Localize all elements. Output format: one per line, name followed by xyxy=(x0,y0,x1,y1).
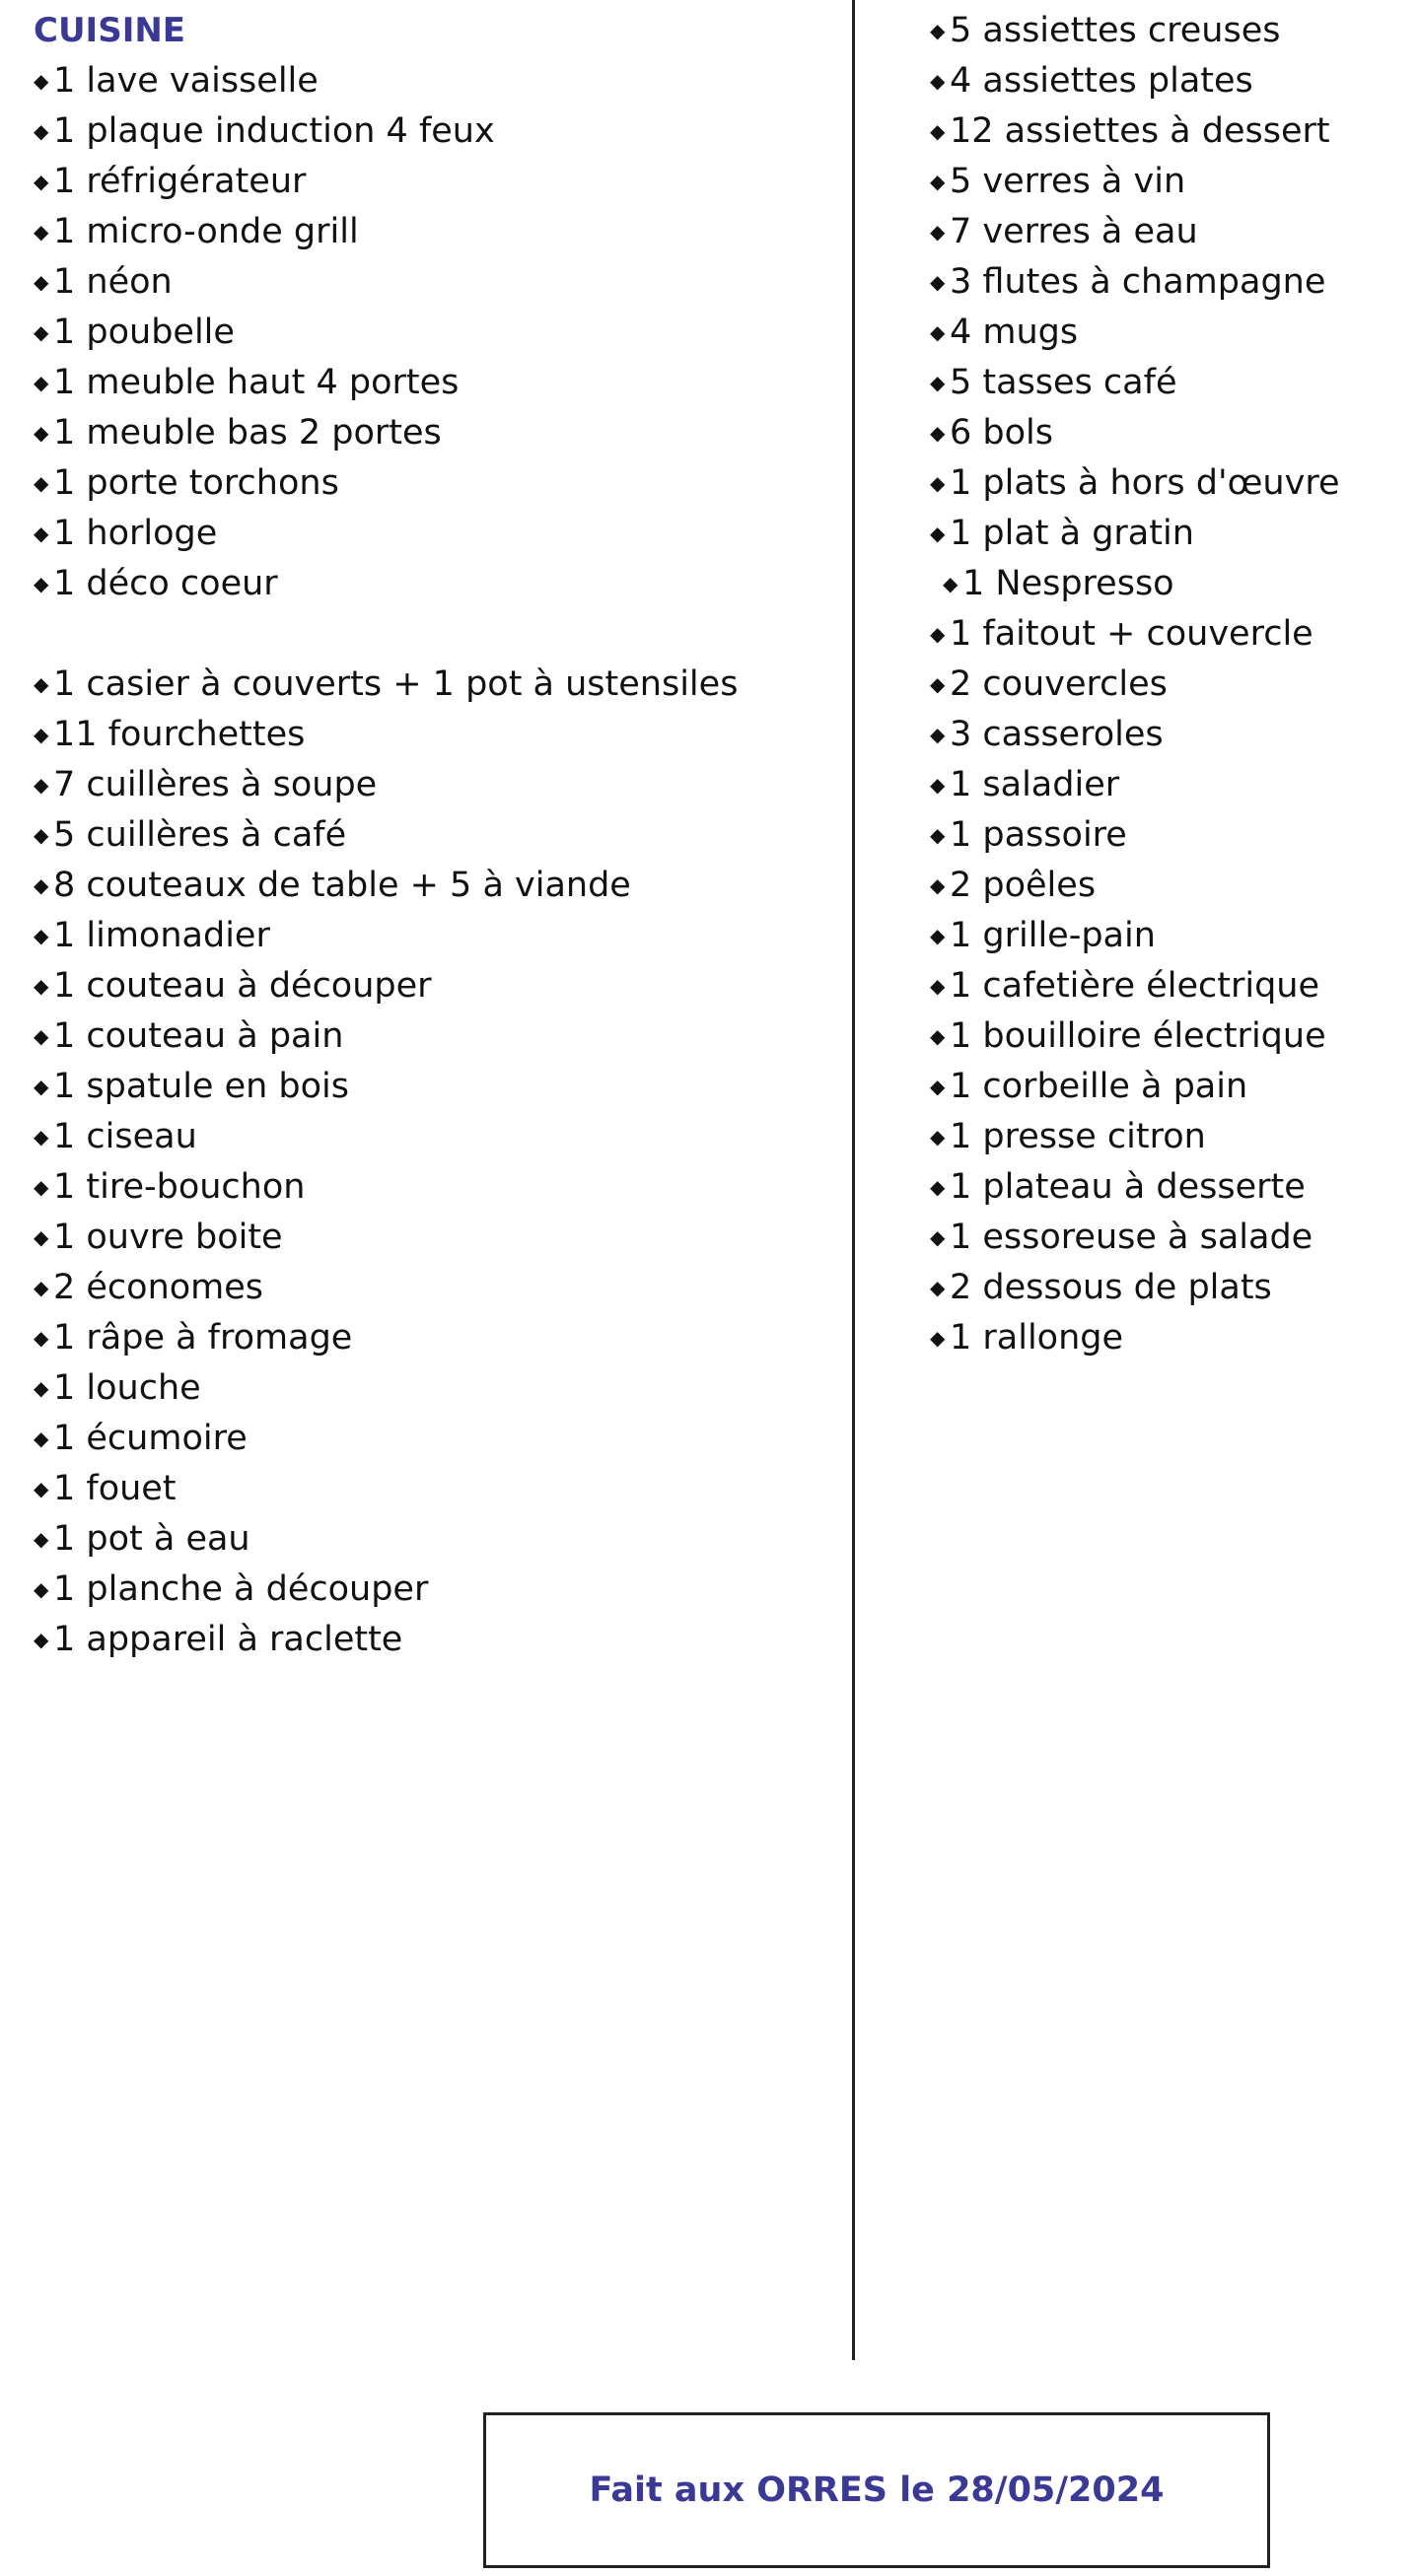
list-item xyxy=(34,1615,738,1665)
item-label: 1 porte torchons xyxy=(53,463,339,503)
list-item xyxy=(34,710,738,760)
item-label: 6 bols xyxy=(950,413,1053,453)
list-item xyxy=(34,810,738,861)
item-label: 7 verres à eau xyxy=(950,212,1198,251)
item-label: 5 verres à vin xyxy=(950,162,1186,201)
list-item xyxy=(34,157,738,207)
bullet-icon: ◆ xyxy=(34,220,49,244)
bullet-icon: ◆ xyxy=(34,1276,49,1299)
bullet-icon: ◆ xyxy=(930,1125,946,1149)
list-item xyxy=(930,861,1339,911)
bullet-icon: ◆ xyxy=(930,1175,946,1199)
list-item xyxy=(930,1162,1339,1213)
bullet-icon: ◆ xyxy=(930,873,946,897)
item-label: 1 corbeille à pain xyxy=(950,1067,1248,1106)
list-item xyxy=(34,911,738,961)
list-item xyxy=(930,911,1339,961)
bullet-icon: ◆ xyxy=(930,522,946,545)
bullet-icon: ◆ xyxy=(34,69,49,93)
item-label: 1 plateau à desserte xyxy=(950,1167,1306,1207)
bullet-icon: ◆ xyxy=(34,1024,49,1048)
list-item xyxy=(930,559,1339,609)
bullet-icon: ◆ xyxy=(34,572,49,595)
list-item xyxy=(34,1011,738,1062)
bullet-icon: ◆ xyxy=(34,270,49,294)
list-item xyxy=(930,56,1339,106)
list-item xyxy=(930,1112,1339,1162)
item-label: 7 cuillères à soupe xyxy=(53,765,378,804)
item-label: 2 économes xyxy=(53,1268,264,1307)
list-item xyxy=(34,509,738,559)
bullet-icon: ◆ xyxy=(34,471,49,495)
list-item xyxy=(34,56,738,106)
bullet-icon: ◆ xyxy=(34,1477,49,1500)
item-label: 1 faitout + couvercle xyxy=(950,614,1314,654)
item-label: 1 plat à gratin xyxy=(950,514,1194,553)
item-label: 3 casseroles xyxy=(950,715,1164,754)
item-label: 1 horloge xyxy=(53,514,218,553)
item-label: 1 râpe à fromage xyxy=(53,1318,353,1358)
bullet-icon: ◆ xyxy=(34,1326,49,1350)
list-item xyxy=(930,1062,1339,1112)
item-label: 1 grille-pain xyxy=(950,916,1156,955)
bullet-icon: ◆ xyxy=(930,69,946,93)
bullet-icon: ◆ xyxy=(34,1225,49,1249)
item-label: 1 presse citron xyxy=(950,1117,1206,1156)
list-item xyxy=(34,207,738,257)
list-item xyxy=(34,760,738,810)
left-inventory-list xyxy=(34,56,738,1665)
item-label: 1 pot à eau xyxy=(53,1519,250,1559)
list-item xyxy=(34,1565,738,1615)
footer-date-text: Fait aux ORRES le 28/05/2024 xyxy=(589,2471,1165,2510)
bullet-icon: ◆ xyxy=(34,873,49,897)
bullet-icon: ◆ xyxy=(34,924,49,947)
bullet-icon: ◆ xyxy=(943,572,958,595)
section-title: CUISINE xyxy=(34,11,186,50)
item-label: 1 réfrigérateur xyxy=(53,162,307,201)
item-label: 1 tire-bouchon xyxy=(53,1167,306,1207)
bullet-icon: ◆ xyxy=(930,672,946,696)
bullet-icon: ◆ xyxy=(34,170,49,193)
list-item xyxy=(34,660,738,710)
list-item xyxy=(930,660,1339,710)
list-item xyxy=(34,1062,738,1112)
bullet-icon: ◆ xyxy=(930,421,946,445)
bullet-icon: ◆ xyxy=(34,823,49,847)
list-item xyxy=(930,358,1339,408)
bullet-icon: ◆ xyxy=(930,371,946,394)
bullet-icon: ◆ xyxy=(930,1075,946,1098)
bullet-icon: ◆ xyxy=(930,220,946,244)
item-label: 1 lave vaisselle xyxy=(53,61,319,101)
item-label: 1 plaque induction 4 feux xyxy=(53,111,495,151)
item-label: 1 néon xyxy=(53,262,173,302)
bullet-icon: ◆ xyxy=(930,1276,946,1299)
item-label: 4 assiettes plates xyxy=(950,61,1253,101)
bullet-icon: ◆ xyxy=(34,1075,49,1098)
item-label: 11 fourchettes xyxy=(53,715,306,754)
item-label: 12 assiettes à dessert xyxy=(950,111,1330,151)
bullet-icon: ◆ xyxy=(34,1376,49,1400)
item-label: 4 mugs xyxy=(950,313,1079,352)
bullet-icon: ◆ xyxy=(930,270,946,294)
bullet-icon: ◆ xyxy=(930,170,946,193)
list-item xyxy=(34,257,738,308)
item-label: 1 poubelle xyxy=(53,313,235,352)
bullet-icon: ◆ xyxy=(34,1577,49,1601)
item-label: 2 poêles xyxy=(950,866,1097,905)
item-label: 1 meuble bas 2 portes xyxy=(53,413,442,453)
list-item xyxy=(930,458,1339,509)
column-divider xyxy=(852,0,855,2360)
item-label: 3 flutes à champagne xyxy=(950,262,1326,302)
list-item xyxy=(34,358,738,408)
bullet-icon: ◆ xyxy=(34,723,49,746)
item-label: 1 écumoire xyxy=(53,1419,248,1458)
list-item xyxy=(34,458,738,509)
list-item xyxy=(34,1363,738,1414)
item-label: 1 saladier xyxy=(950,765,1120,804)
bullet-icon: ◆ xyxy=(930,471,946,495)
bullet-icon: ◆ xyxy=(34,371,49,394)
item-label: 2 dessous de plats xyxy=(950,1268,1272,1307)
item-label: 1 louche xyxy=(53,1368,201,1408)
list-item xyxy=(930,207,1339,257)
bullet-icon: ◆ xyxy=(930,119,946,143)
list-item xyxy=(34,1162,738,1213)
list-item xyxy=(930,257,1339,308)
bullet-icon: ◆ xyxy=(34,1628,49,1651)
list-item xyxy=(930,760,1339,810)
bullet-icon: ◆ xyxy=(34,773,49,797)
item-label: 1 plats à hors d'œuvre xyxy=(950,463,1340,503)
bullet-icon: ◆ xyxy=(930,773,946,797)
item-label: 1 micro-onde grill xyxy=(53,212,359,251)
bullet-icon: ◆ xyxy=(34,119,49,143)
item-label: 1 essoreuse à salade xyxy=(950,1218,1314,1257)
list-item xyxy=(34,1514,738,1565)
item-label: 1 casier à couverts + 1 pot à ustensiles xyxy=(53,664,739,704)
bullet-icon: ◆ xyxy=(930,1024,946,1048)
list-item xyxy=(34,408,738,458)
list-item xyxy=(34,861,738,911)
item-label: 5 cuillères à café xyxy=(53,815,347,855)
list-item xyxy=(34,1263,738,1313)
list-item xyxy=(930,509,1339,559)
list-item xyxy=(930,710,1339,760)
list-item xyxy=(34,961,738,1011)
item-label: 1 planche à découper xyxy=(53,1569,429,1609)
bullet-icon: ◆ xyxy=(930,723,946,746)
item-label: 1 déco coeur xyxy=(53,564,278,603)
item-label: 1 fouet xyxy=(53,1469,177,1508)
list-item xyxy=(930,1011,1339,1062)
bullet-icon: ◆ xyxy=(930,1225,946,1249)
bullet-icon: ◆ xyxy=(34,320,49,344)
item-label: 1 couteau à pain xyxy=(53,1016,344,1056)
bullet-icon: ◆ xyxy=(930,924,946,947)
item-label: 2 couvercles xyxy=(950,664,1168,704)
bullet-icon: ◆ xyxy=(930,622,946,646)
bullet-icon: ◆ xyxy=(34,1527,49,1551)
list-item xyxy=(34,1414,738,1464)
bullet-icon: ◆ xyxy=(930,1326,946,1350)
list-item xyxy=(930,1263,1339,1313)
item-label: 1 appareil à raclette xyxy=(53,1620,403,1659)
bullet-icon: ◆ xyxy=(34,522,49,545)
list-item xyxy=(34,308,738,358)
bullet-icon: ◆ xyxy=(930,974,946,998)
bullet-icon: ◆ xyxy=(930,19,946,42)
bullet-icon: ◆ xyxy=(34,974,49,998)
item-label: 1 couteau à découper xyxy=(53,966,432,1006)
bullet-icon: ◆ xyxy=(930,320,946,344)
bullet-icon: ◆ xyxy=(34,1175,49,1199)
list-item xyxy=(930,609,1339,660)
footer-box xyxy=(483,2412,1270,2568)
list-item xyxy=(34,559,738,609)
item-label: 5 assiettes creuses xyxy=(950,11,1281,50)
item-label: 1 passoire xyxy=(950,815,1127,855)
item-label: 1 rallonge xyxy=(950,1318,1124,1358)
bullet-icon: ◆ xyxy=(34,421,49,445)
item-label: 1 ouvre boite xyxy=(53,1218,283,1257)
list-item xyxy=(930,106,1339,157)
list-item xyxy=(930,810,1339,861)
item-label: 1 spatule en bois xyxy=(53,1067,350,1106)
item-label: 1 limonadier xyxy=(53,916,270,955)
list-item xyxy=(930,308,1339,358)
list-item xyxy=(930,961,1339,1011)
list-item xyxy=(930,1213,1339,1263)
bullet-icon: ◆ xyxy=(34,1125,49,1149)
right-inventory-list xyxy=(930,6,1339,1363)
item-label: 1 Nespresso xyxy=(962,564,1174,603)
item-label: 1 bouilloire électrique xyxy=(950,1016,1326,1056)
list-item xyxy=(930,157,1339,207)
bullet-icon: ◆ xyxy=(34,672,49,696)
list-item xyxy=(930,408,1339,458)
item-label: 1 meuble haut 4 portes xyxy=(53,363,460,402)
item-label: 1 cafetière électrique xyxy=(950,966,1320,1006)
list-item xyxy=(34,1313,738,1363)
list-item xyxy=(34,1112,738,1162)
list-item xyxy=(34,1464,738,1514)
list-item xyxy=(34,106,738,157)
list-item xyxy=(930,1313,1339,1363)
list-item xyxy=(930,6,1339,56)
bullet-icon: ◆ xyxy=(930,823,946,847)
list-item xyxy=(34,1213,738,1263)
item-label: 8 couteaux de table + 5 à viande xyxy=(53,866,631,905)
item-label: 1 ciseau xyxy=(53,1117,197,1156)
item-label: 5 tasses café xyxy=(950,363,1177,402)
bullet-icon: ◆ xyxy=(34,1427,49,1450)
